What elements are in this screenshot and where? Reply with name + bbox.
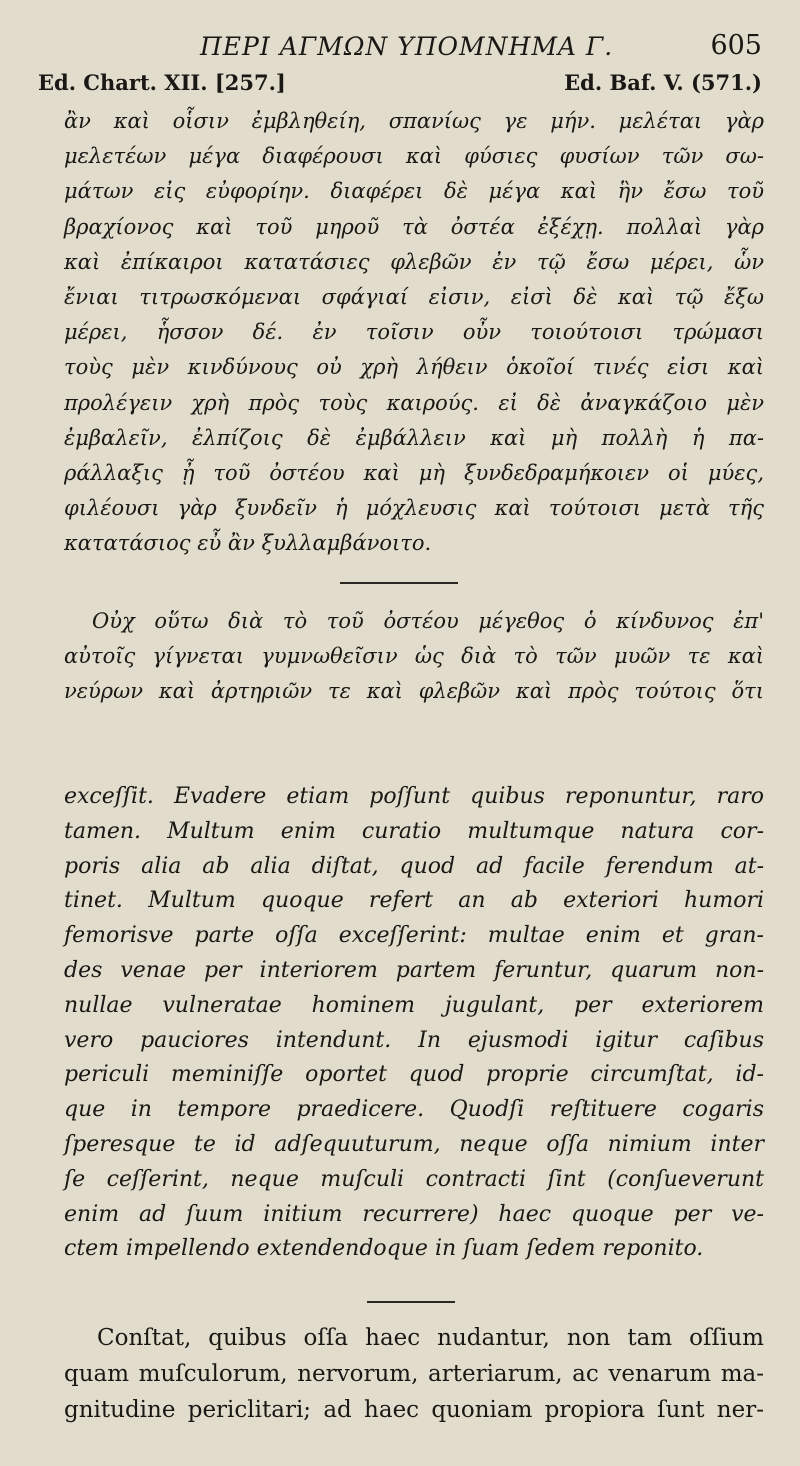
text-line: καὶ ἐπίκαιροι κατατάσιες φλεβῶν ἐν τῷ ἔσω μέρει, ὧν	[64, 249, 764, 274]
greek-passage-1	[64, 104, 764, 561]
edition-references	[38, 70, 762, 100]
text-line: προλέγειν χρὴ πρὸς τοὺς καιρούς. εἰ δὲ ἀναγκάζοιο μὲν	[64, 390, 764, 415]
text-line: Οὐχ οὕτω διὰ τὸ τοῦ ὀστέου μέγεθος ὁ κίνδυνος ἐπ'	[92, 609, 764, 633]
text-line: des venae per interiorem partem feruntur, quarum non-	[64, 957, 764, 983]
text-line: nullae vulneratae hominem jugulant, per exteriorem	[64, 992, 764, 1018]
text-line: tamen. Multum enim curatio multumque natura cor-	[64, 818, 764, 844]
text-line: ctem impellendo extendendoque in ſuam ſedem reponito.	[64, 1236, 704, 1262]
text-line: ſperesque te id adſequuturum, neque oſſa nimium inter	[64, 1131, 764, 1157]
text-line: ἐμβαλεῖν, ἐλπίζοις δὲ ἐμβάλλειν καὶ μὴ πολλὴ ἡ πα-	[64, 425, 764, 450]
text-line: κατατάσιος εὖ ἂν ξυλλαμβάνοιτο.	[64, 531, 432, 556]
text-line: vero pauciores intendunt. In ejusmodi igitur caſibus	[64, 1027, 764, 1053]
running-header	[60, 28, 762, 68]
running-title: ΠΕΡΙ ΑΓΜΩΝ ΥΠΟΜΝΗΜΑ Γ.	[200, 32, 614, 61]
latin-translation-italic	[64, 780, 764, 1267]
text-line: quam muſculorum, nervorum, arteriarum, ac venarum ma-	[64, 1361, 764, 1387]
text-line: periculi meminiſſe oportet quod proprie circumſtat, id-	[64, 1062, 764, 1088]
text-line: αὐτοῖς γίγνεται γυμνωθεῖσιν ὡς διὰ τὸ τῶν μυῶν τε καὶ	[64, 644, 764, 669]
text-line: τοὺς μὲν κινδύνους οὐ χρὴ λήθειν ὁκοῖοί τινές εἰσι καὶ	[64, 355, 764, 380]
text-line: ſe ceſſerint, neque muſculi contracti ſint (conſueverunt	[64, 1166, 764, 1192]
edition-chartier: Ed. Chart. XII. [257.]	[38, 70, 286, 95]
text-line: poris alia ab alia diſtat, quod ad facile ferendum at-	[64, 853, 764, 879]
greek-passage-2	[64, 604, 764, 710]
text-line: enim ad ſuum initium recurrere) haec quoque per ve-	[64, 1201, 764, 1227]
text-line: ἂν καὶ οἷσιν ἐμβληθείη, σπανίως γε μήν. μελέται γὰρ	[64, 109, 764, 133]
text-line: femorisve parte oſſa exceſſerint: multae enim et gran-	[64, 923, 764, 949]
text-line: Conſtat, quibus oſſa haec nudantur, non tam oſſium	[97, 1325, 764, 1351]
text-line: βραχίονος καὶ τοῦ μηροῦ τὰ ὀστέα ἐξέχῃ. πολλαὶ γὰρ	[64, 214, 764, 239]
text-line: μάτων εἰς εὐφορίην. διαφέρει δὲ μέγα καὶ ἣν ἔσω τοῦ	[64, 179, 764, 204]
text-line: gnitudine periclitari; ad haec quoniam propiora ſunt ner-	[64, 1397, 764, 1423]
page-number: 605	[710, 30, 762, 61]
text-line: φιλέουσι γὰρ ξυνδεῖν ἡ μόχλευσις καὶ τούτοισι μετὰ τῆς	[64, 496, 764, 521]
text-line: νεύρων καὶ ἀρτηριῶν τε καὶ φλεβῶν καὶ πρὸς τούτοις ὅτι	[64, 679, 764, 704]
text-line: exceſſit. Evadere etiam poſſunt quibus reponuntur, raro	[64, 784, 764, 809]
section-divider	[367, 1301, 455, 1303]
text-line: ράλλαξις ᾖ τοῦ ὀστέου καὶ μὴ ξυνδεδραμήκοιεν οἱ μύες,	[64, 460, 764, 485]
text-line: μελετέων μέγα διαφέρουσι καὶ φύσιες φυσίων τῶν σω-	[64, 144, 764, 169]
text-line: ἔνιαι τιτρωσκόμεναι σφάγιαί εἰσιν, εἰσὶ δὲ καὶ τῷ ἔξω	[64, 284, 764, 309]
text-line: tinet. Multum quoque refert an ab exteriori humori	[64, 888, 764, 914]
edition-basel: Ed. Baf. V. (571.)	[564, 70, 762, 95]
text-line: que in tempore praedicere. Quodſi reſtituere cogaris	[64, 1097, 764, 1123]
latin-translation-roman	[64, 1320, 764, 1428]
section-divider	[340, 582, 458, 584]
text-line: μέρει, ἧσσον δέ. ἐν τοῖσιν οὖν τοιούτοισι τρώμασι	[64, 320, 764, 345]
